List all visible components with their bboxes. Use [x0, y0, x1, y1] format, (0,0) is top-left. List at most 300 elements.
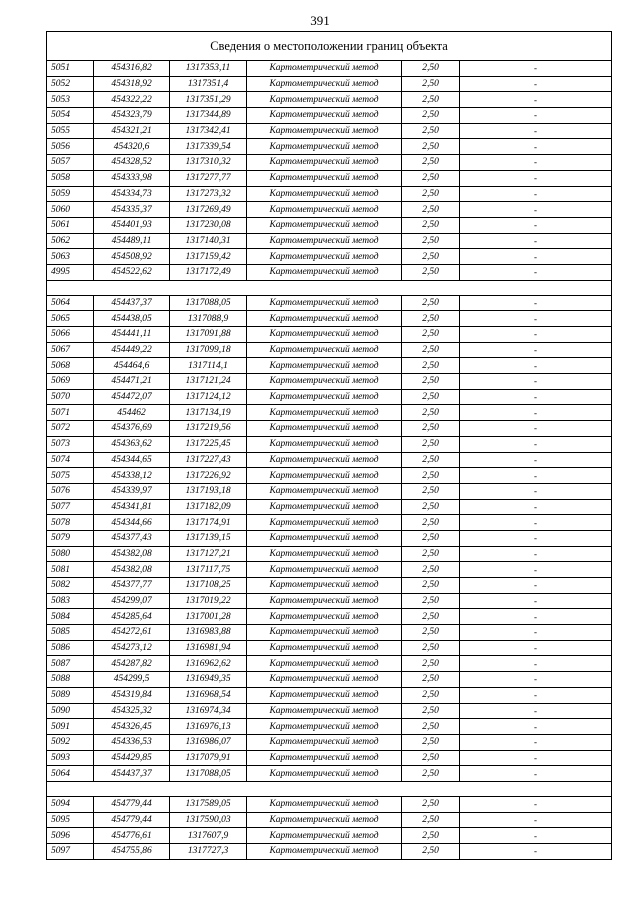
coord-x-cell: 454401,93 — [94, 217, 170, 233]
coord-y-cell: 1317590,03 — [170, 812, 247, 828]
point-number-cell: 5072 — [47, 421, 94, 437]
precision-cell: 2,50 — [402, 515, 460, 531]
coord-x-cell: 454319,84 — [94, 687, 170, 703]
table-row — [47, 76, 612, 92]
point-number-cell: 5060 — [47, 202, 94, 218]
table-row — [47, 342, 612, 358]
point-number-cell: 5055 — [47, 123, 94, 139]
description-cell: - — [460, 327, 612, 343]
table-row — [47, 530, 612, 546]
table-row — [47, 374, 612, 390]
point-number-cell: 5062 — [47, 233, 94, 249]
coord-y-cell: 1317019,22 — [170, 593, 247, 609]
method-cell: Картометрический метод — [247, 515, 402, 531]
method-cell: Картометрический метод — [247, 766, 402, 782]
coord-y-cell: 1317121,24 — [170, 374, 247, 390]
point-number-cell: 5095 — [47, 812, 94, 828]
coord-y-cell: 1317117,75 — [170, 562, 247, 578]
table-row — [47, 233, 612, 249]
table-title-row — [47, 32, 612, 61]
coord-y-cell: 1317230,08 — [170, 217, 247, 233]
coord-x-cell: 454437,37 — [94, 295, 170, 311]
coord-y-cell: 1316981,94 — [170, 640, 247, 656]
method-cell: Картометрический метод — [247, 342, 402, 358]
precision-cell: 2,50 — [402, 734, 460, 750]
precision-cell: 2,50 — [402, 578, 460, 594]
precision-cell: 2,50 — [402, 76, 460, 92]
description-cell: - — [460, 374, 612, 390]
coord-x-cell: 454322,22 — [94, 92, 170, 108]
method-cell: Картометрический метод — [247, 656, 402, 672]
table-row — [47, 311, 612, 327]
coord-x-cell: 454779,44 — [94, 796, 170, 812]
description-cell: - — [460, 217, 612, 233]
method-cell: Картометрический метод — [247, 483, 402, 499]
precision-cell: 2,50 — [402, 499, 460, 515]
method-cell: Картометрический метод — [247, 76, 402, 92]
method-cell: Картометрический метод — [247, 530, 402, 546]
table-row — [47, 468, 612, 484]
coord-x-cell: 454376,69 — [94, 421, 170, 437]
table-row — [47, 609, 612, 625]
precision-cell: 2,50 — [402, 405, 460, 421]
precision-cell: 2,50 — [402, 61, 460, 77]
coord-x-cell: 454341,81 — [94, 499, 170, 515]
description-cell: - — [460, 530, 612, 546]
coord-y-cell: 1317193,18 — [170, 483, 247, 499]
point-number-cell: 5088 — [47, 672, 94, 688]
table-row — [47, 405, 612, 421]
coord-x-cell: 454472,07 — [94, 389, 170, 405]
point-number-cell: 5071 — [47, 405, 94, 421]
table-title: Сведения о местоположении границ объекта — [47, 32, 612, 61]
description-cell: - — [460, 625, 612, 641]
point-number-cell: 5077 — [47, 499, 94, 515]
precision-cell: 2,50 — [402, 562, 460, 578]
coord-x-cell: 454273,12 — [94, 640, 170, 656]
description-cell: - — [460, 766, 612, 782]
point-number-cell: 5069 — [47, 374, 94, 390]
method-cell: Картометрический метод — [247, 108, 402, 124]
precision-cell: 2,50 — [402, 468, 460, 484]
precision-cell: 2,50 — [402, 719, 460, 735]
coord-x-cell: 454299,5 — [94, 672, 170, 688]
coord-x-cell: 454363,62 — [94, 436, 170, 452]
description-cell: - — [460, 342, 612, 358]
description-cell: - — [460, 202, 612, 218]
table-row — [47, 452, 612, 468]
coord-y-cell: 1317589,05 — [170, 796, 247, 812]
table-row — [47, 139, 612, 155]
coord-y-cell: 1317219,56 — [170, 421, 247, 437]
point-number-cell: 5063 — [47, 249, 94, 265]
point-number-cell: 5076 — [47, 483, 94, 499]
precision-cell: 2,50 — [402, 155, 460, 171]
point-number-cell: 5073 — [47, 436, 94, 452]
table-row — [47, 108, 612, 124]
point-number-cell: 5097 — [47, 844, 94, 860]
precision-cell: 2,50 — [402, 796, 460, 812]
precision-cell: 2,50 — [402, 844, 460, 860]
coord-x-cell: 454287,82 — [94, 656, 170, 672]
coord-x-cell: 454299,07 — [94, 593, 170, 609]
description-cell: - — [460, 170, 612, 186]
table-row — [47, 155, 612, 171]
description-cell: - — [460, 483, 612, 499]
coord-x-cell: 454382,08 — [94, 562, 170, 578]
method-cell: Картометрический метод — [247, 436, 402, 452]
point-number-cell: 5074 — [47, 452, 94, 468]
coord-y-cell: 1317139,15 — [170, 530, 247, 546]
coord-x-cell: 454334,73 — [94, 186, 170, 202]
method-cell: Картометрический метод — [247, 123, 402, 139]
coord-y-cell: 1317351,29 — [170, 92, 247, 108]
table-row — [47, 436, 612, 452]
table-row — [47, 92, 612, 108]
point-number-cell: 5059 — [47, 186, 94, 202]
method-cell: Картометрический метод — [247, 327, 402, 343]
description-cell: - — [460, 61, 612, 77]
method-cell: Картометрический метод — [247, 264, 402, 280]
precision-cell: 2,50 — [402, 374, 460, 390]
coord-y-cell: 1317227,43 — [170, 452, 247, 468]
method-cell: Картометрический метод — [247, 546, 402, 562]
table-row — [47, 483, 612, 499]
coord-x-cell: 454338,12 — [94, 468, 170, 484]
description-cell: - — [460, 405, 612, 421]
coord-x-cell: 454320,6 — [94, 139, 170, 155]
point-number-cell: 5064 — [47, 766, 94, 782]
coord-y-cell: 1317344,89 — [170, 108, 247, 124]
table-row — [47, 515, 612, 531]
coord-y-cell: 1317099,18 — [170, 342, 247, 358]
coord-y-cell: 1317114,1 — [170, 358, 247, 374]
precision-cell: 2,50 — [402, 672, 460, 688]
table-row — [47, 703, 612, 719]
coord-x-cell: 454776,61 — [94, 828, 170, 844]
coord-x-cell: 454344,65 — [94, 452, 170, 468]
method-cell: Картометрический метод — [247, 703, 402, 719]
group-separator-cell — [47, 280, 612, 295]
precision-cell: 2,50 — [402, 389, 460, 405]
method-cell: Картометрический метод — [247, 672, 402, 688]
point-number-cell: 5064 — [47, 295, 94, 311]
point-number-cell: 5056 — [47, 139, 94, 155]
description-cell: - — [460, 734, 612, 750]
precision-cell: 2,50 — [402, 812, 460, 828]
method-cell: Картометрический метод — [247, 92, 402, 108]
description-cell: - — [460, 719, 612, 735]
description-cell: - — [460, 499, 612, 515]
point-number-cell: 5083 — [47, 593, 94, 609]
description-cell: - — [460, 186, 612, 202]
point-number-cell: 5067 — [47, 342, 94, 358]
table-row — [47, 61, 612, 77]
method-cell: Картометрический метод — [247, 389, 402, 405]
coord-y-cell: 1317140,31 — [170, 233, 247, 249]
method-cell: Картометрический метод — [247, 217, 402, 233]
point-number-cell: 5087 — [47, 656, 94, 672]
method-cell: Картометрический метод — [247, 249, 402, 265]
coord-y-cell: 1317134,19 — [170, 405, 247, 421]
description-cell: - — [460, 812, 612, 828]
table-row — [47, 217, 612, 233]
table-row — [47, 327, 612, 343]
coord-y-cell: 1317607,9 — [170, 828, 247, 844]
coord-y-cell: 1317159,42 — [170, 249, 247, 265]
coord-x-cell: 454323,79 — [94, 108, 170, 124]
precision-cell: 2,50 — [402, 452, 460, 468]
point-number-cell: 5065 — [47, 311, 94, 327]
description-cell: - — [460, 264, 612, 280]
table-row — [47, 766, 612, 782]
precision-cell: 2,50 — [402, 609, 460, 625]
table-row — [47, 123, 612, 139]
table-row — [47, 202, 612, 218]
method-cell: Картометрический метод — [247, 828, 402, 844]
coord-y-cell: 1317001,28 — [170, 609, 247, 625]
coord-x-cell: 454272,61 — [94, 625, 170, 641]
precision-cell: 2,50 — [402, 217, 460, 233]
description-cell: - — [460, 123, 612, 139]
coord-x-cell: 454755,86 — [94, 844, 170, 860]
method-cell: Картометрический метод — [247, 687, 402, 703]
description-cell: - — [460, 468, 612, 484]
description-cell: - — [460, 295, 612, 311]
description-cell: - — [460, 609, 612, 625]
precision-cell: 2,50 — [402, 421, 460, 437]
table-row — [47, 687, 612, 703]
method-cell: Картометрический метод — [247, 640, 402, 656]
coord-x-cell: 454336,53 — [94, 734, 170, 750]
method-cell: Картометрический метод — [247, 734, 402, 750]
coord-x-cell: 454437,37 — [94, 766, 170, 782]
group-separator-row — [47, 280, 612, 295]
method-cell: Картометрический метод — [247, 155, 402, 171]
method-cell: Картометрический метод — [247, 844, 402, 860]
precision-cell: 2,50 — [402, 358, 460, 374]
method-cell: Картометрический метод — [247, 311, 402, 327]
description-cell: - — [460, 358, 612, 374]
precision-cell: 2,50 — [402, 546, 460, 562]
coord-y-cell: 1317079,91 — [170, 750, 247, 766]
table-row — [47, 389, 612, 405]
description-cell: - — [460, 139, 612, 155]
coord-y-cell: 1317226,92 — [170, 468, 247, 484]
precision-cell: 2,50 — [402, 593, 460, 609]
precision-cell: 2,50 — [402, 703, 460, 719]
coord-x-cell: 454489,11 — [94, 233, 170, 249]
coord-x-cell: 454335,37 — [94, 202, 170, 218]
method-cell: Картометрический метод — [247, 233, 402, 249]
method-cell: Картометрический метод — [247, 170, 402, 186]
method-cell: Картометрический метод — [247, 578, 402, 594]
coord-y-cell: 1317108,25 — [170, 578, 247, 594]
coord-y-cell: 1316986,07 — [170, 734, 247, 750]
precision-cell: 2,50 — [402, 233, 460, 249]
coord-x-cell: 454318,92 — [94, 76, 170, 92]
description-cell: - — [460, 703, 612, 719]
coord-y-cell: 1317088,05 — [170, 295, 247, 311]
description-cell: - — [460, 233, 612, 249]
coord-x-cell: 454325,32 — [94, 703, 170, 719]
precision-cell: 2,50 — [402, 295, 460, 311]
table-row — [47, 734, 612, 750]
description-cell: - — [460, 562, 612, 578]
coord-y-cell: 1317088,05 — [170, 766, 247, 782]
point-number-cell: 5080 — [47, 546, 94, 562]
point-number-cell: 5082 — [47, 578, 94, 594]
precision-cell: 2,50 — [402, 766, 460, 782]
precision-cell: 2,50 — [402, 202, 460, 218]
method-cell: Картометрический метод — [247, 719, 402, 735]
point-number-cell: 5081 — [47, 562, 94, 578]
precision-cell: 2,50 — [402, 170, 460, 186]
point-number-cell: 5084 — [47, 609, 94, 625]
description-cell: - — [460, 421, 612, 437]
method-cell: Картометрический метод — [247, 405, 402, 421]
precision-cell: 2,50 — [402, 530, 460, 546]
point-number-cell: 5052 — [47, 76, 94, 92]
method-cell: Картометрический метод — [247, 593, 402, 609]
description-cell: - — [460, 515, 612, 531]
method-cell: Картометрический метод — [247, 358, 402, 374]
point-number-cell: 5079 — [47, 530, 94, 546]
precision-cell: 2,50 — [402, 108, 460, 124]
precision-cell: 2,50 — [402, 436, 460, 452]
coord-x-cell: 454462 — [94, 405, 170, 421]
precision-cell: 2,50 — [402, 92, 460, 108]
coord-y-cell: 1317182,09 — [170, 499, 247, 515]
description-cell: - — [460, 656, 612, 672]
coord-x-cell: 454438,05 — [94, 311, 170, 327]
point-number-cell: 5070 — [47, 389, 94, 405]
description-cell: - — [460, 108, 612, 124]
coord-y-cell: 1317353,11 — [170, 61, 247, 77]
coord-x-cell: 454344,66 — [94, 515, 170, 531]
description-cell: - — [460, 796, 612, 812]
table-row — [47, 750, 612, 766]
coord-y-cell: 1316962,62 — [170, 656, 247, 672]
table-row — [47, 593, 612, 609]
method-cell: Картометрический метод — [247, 452, 402, 468]
point-number-cell: 5061 — [47, 217, 94, 233]
coord-y-cell: 1316968,54 — [170, 687, 247, 703]
point-number-cell: 5078 — [47, 515, 94, 531]
point-number-cell: 5090 — [47, 703, 94, 719]
table-row — [47, 796, 612, 812]
coord-y-cell: 1316983,88 — [170, 625, 247, 641]
point-number-cell: 5096 — [47, 828, 94, 844]
table-row — [47, 421, 612, 437]
precision-cell: 2,50 — [402, 750, 460, 766]
coord-y-cell: 1317351,4 — [170, 76, 247, 92]
coord-x-cell: 454377,77 — [94, 578, 170, 594]
coord-x-cell: 454321,21 — [94, 123, 170, 139]
point-number-cell: 4995 — [47, 264, 94, 280]
description-cell: - — [460, 311, 612, 327]
description-cell: - — [460, 844, 612, 860]
precision-cell: 2,50 — [402, 327, 460, 343]
coord-x-cell: 454333,98 — [94, 170, 170, 186]
method-cell: Картометрический метод — [247, 421, 402, 437]
coord-x-cell: 454779,44 — [94, 812, 170, 828]
table-row — [47, 264, 612, 280]
table-row — [47, 625, 612, 641]
coord-x-cell: 454326,45 — [94, 719, 170, 735]
coord-y-cell: 1316976,13 — [170, 719, 247, 735]
precision-cell: 2,50 — [402, 656, 460, 672]
method-cell: Картометрический метод — [247, 61, 402, 77]
description-cell: - — [460, 546, 612, 562]
coord-x-cell: 454441,11 — [94, 327, 170, 343]
precision-cell: 2,50 — [402, 186, 460, 202]
table-row — [47, 170, 612, 186]
coord-x-cell: 454429,85 — [94, 750, 170, 766]
coord-x-cell: 454328,52 — [94, 155, 170, 171]
coord-y-cell: 1316974,34 — [170, 703, 247, 719]
description-cell: - — [460, 436, 612, 452]
table-row — [47, 640, 612, 656]
point-number-cell: 5086 — [47, 640, 94, 656]
coord-x-cell: 454449,22 — [94, 342, 170, 358]
description-cell: - — [460, 578, 612, 594]
coord-x-cell: 454339,97 — [94, 483, 170, 499]
method-cell: Картометрический метод — [247, 812, 402, 828]
precision-cell: 2,50 — [402, 625, 460, 641]
coord-y-cell: 1317127,21 — [170, 546, 247, 562]
precision-cell: 2,50 — [402, 828, 460, 844]
group-separator-cell — [47, 781, 612, 796]
point-number-cell: 5089 — [47, 687, 94, 703]
table-row — [47, 719, 612, 735]
description-cell: - — [460, 76, 612, 92]
coord-y-cell: 1317269,49 — [170, 202, 247, 218]
table-row — [47, 186, 612, 202]
point-number-cell: 5075 — [47, 468, 94, 484]
precision-cell: 2,50 — [402, 123, 460, 139]
point-number-cell: 5092 — [47, 734, 94, 750]
method-cell: Картометрический метод — [247, 295, 402, 311]
coord-y-cell: 1317172,49 — [170, 264, 247, 280]
method-cell: Картометрический метод — [247, 374, 402, 390]
table-row — [47, 672, 612, 688]
precision-cell: 2,50 — [402, 342, 460, 358]
precision-cell: 2,50 — [402, 139, 460, 155]
point-number-cell: 5066 — [47, 327, 94, 343]
method-cell: Картометрический метод — [247, 186, 402, 202]
point-number-cell: 5053 — [47, 92, 94, 108]
description-cell: - — [460, 687, 612, 703]
coord-x-cell: 454316,82 — [94, 61, 170, 77]
point-number-cell: 5068 — [47, 358, 94, 374]
coord-y-cell: 1316949,35 — [170, 672, 247, 688]
point-number-cell: 5085 — [47, 625, 94, 641]
description-cell: - — [460, 750, 612, 766]
description-cell: - — [460, 593, 612, 609]
method-cell: Картометрический метод — [247, 796, 402, 812]
precision-cell: 2,50 — [402, 483, 460, 499]
table-row — [47, 812, 612, 828]
method-cell: Картометрический метод — [247, 750, 402, 766]
coord-y-cell: 1317088,9 — [170, 311, 247, 327]
coord-x-cell: 454377,43 — [94, 530, 170, 546]
coord-y-cell: 1317124,12 — [170, 389, 247, 405]
table-row — [47, 249, 612, 265]
description-cell: - — [460, 828, 612, 844]
description-cell: - — [460, 249, 612, 265]
table-row — [47, 499, 612, 515]
